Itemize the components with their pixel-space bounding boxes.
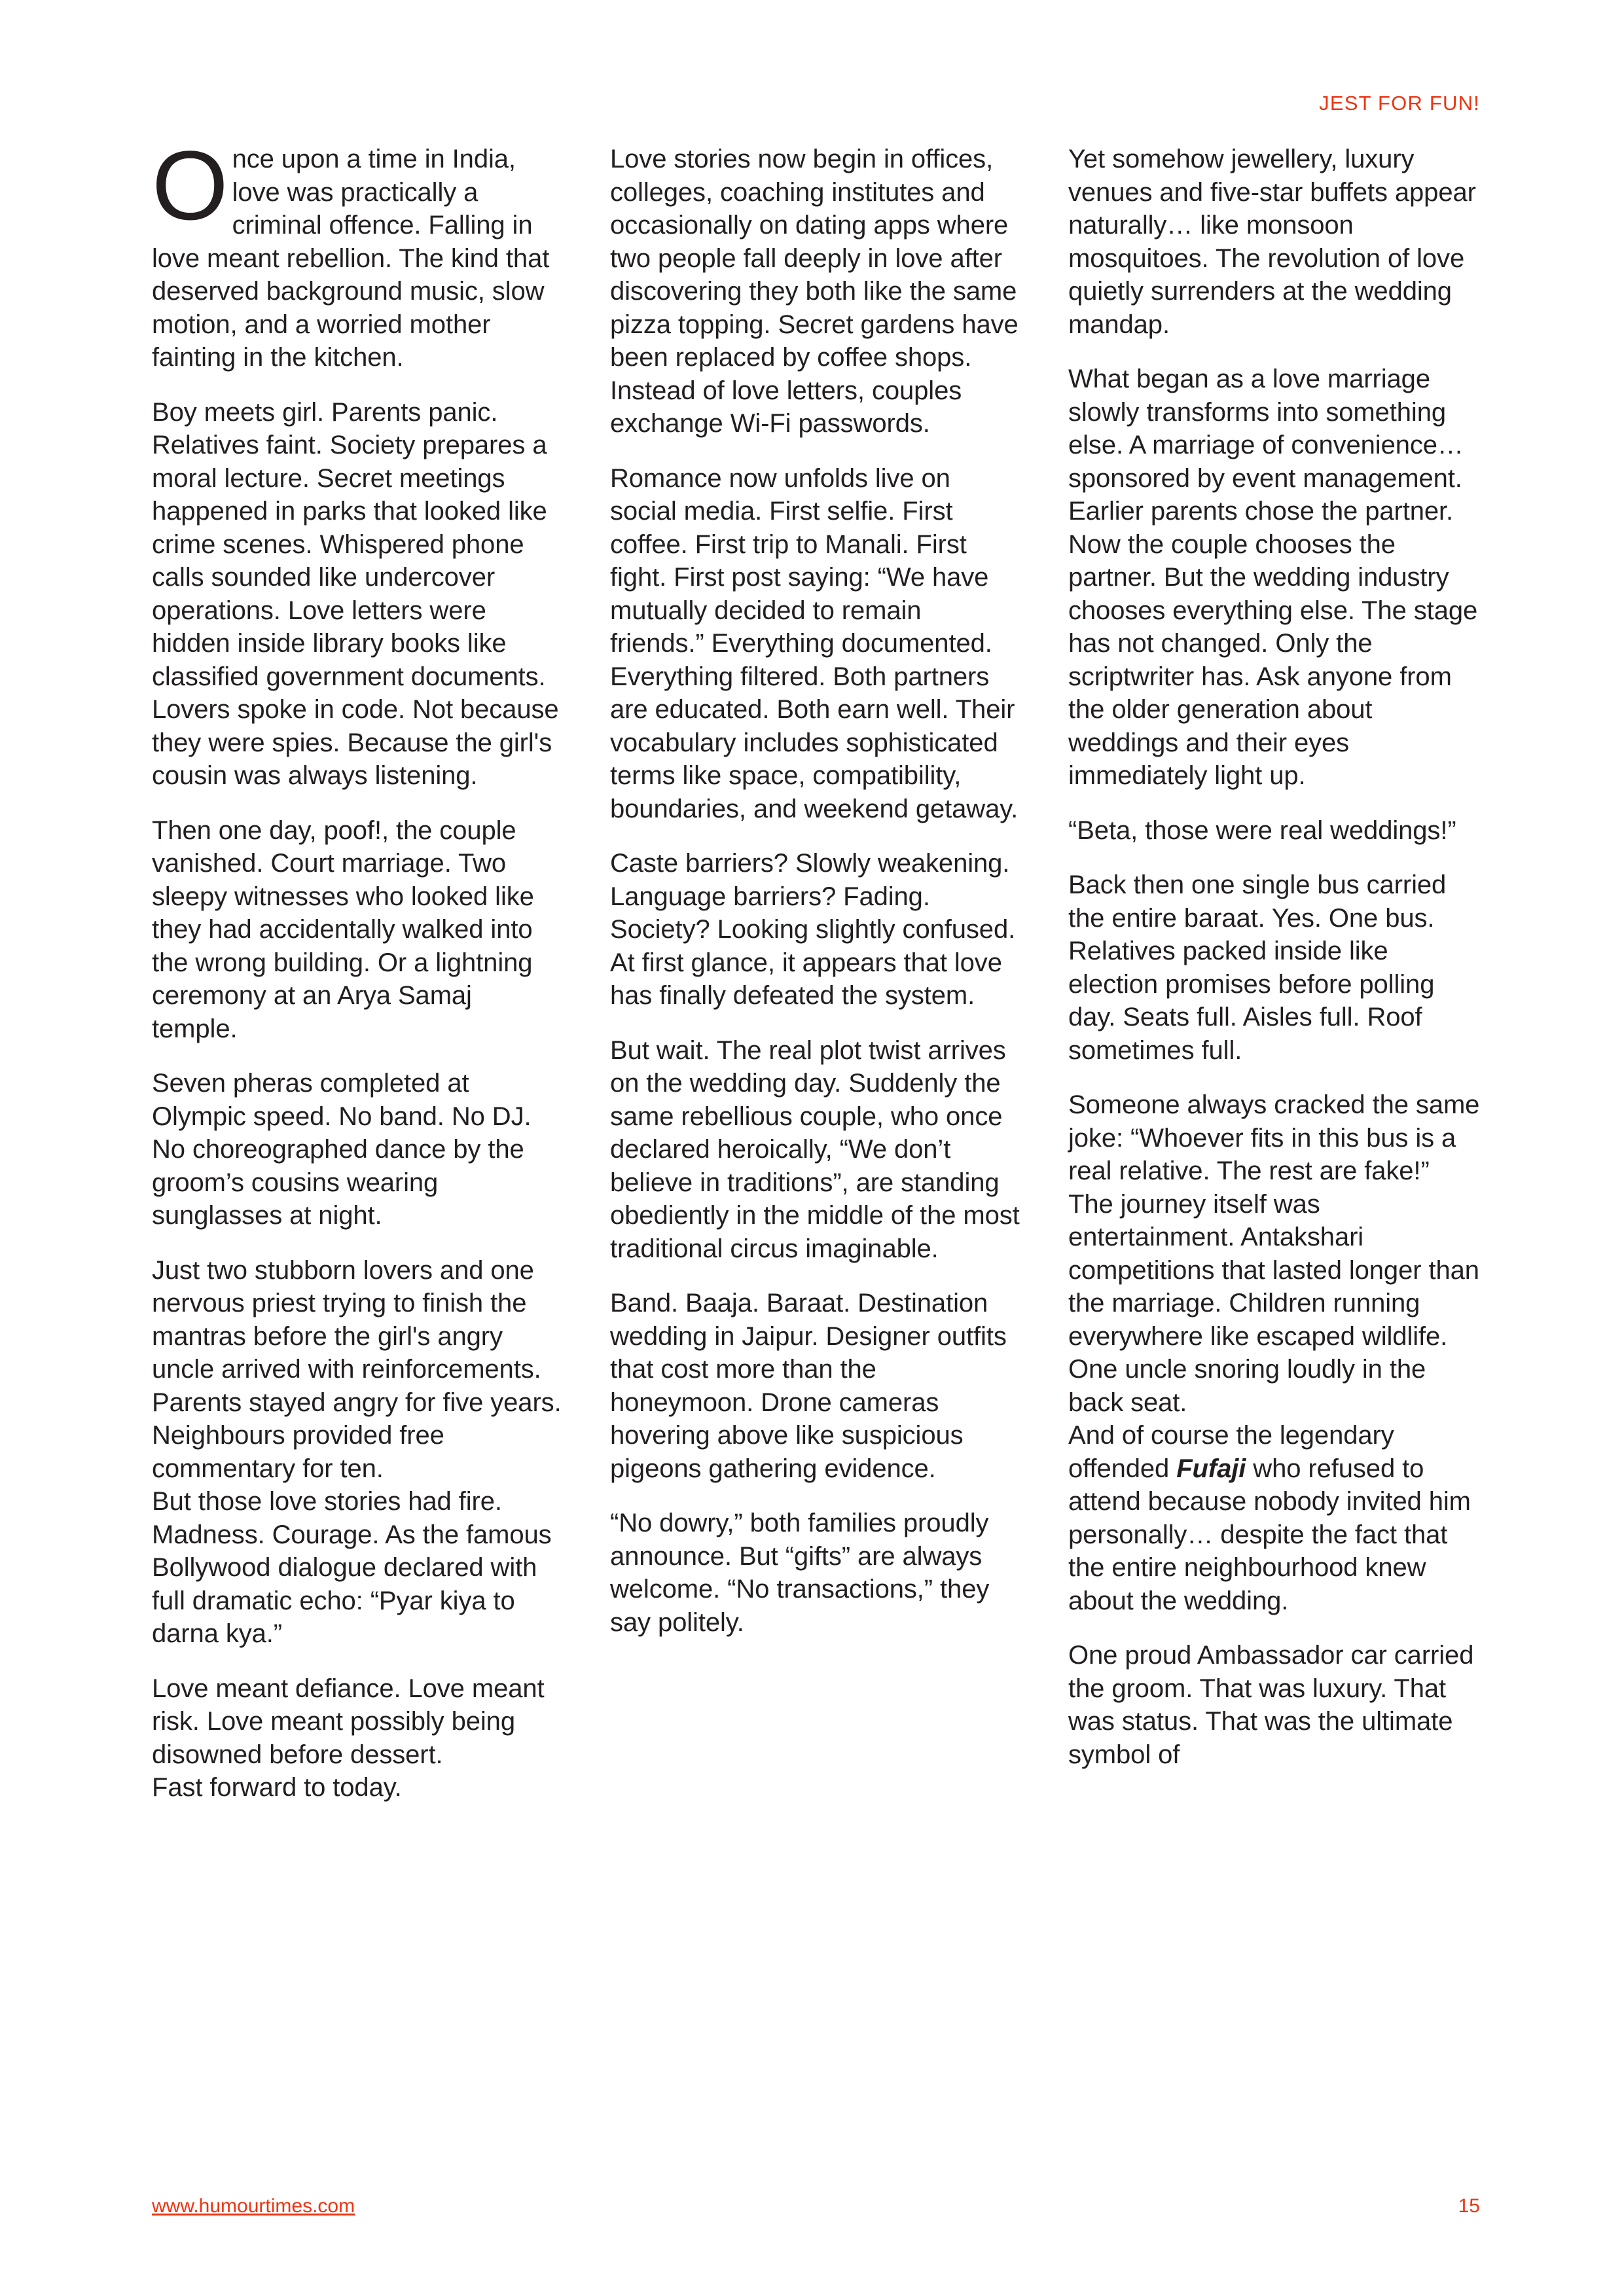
paragraph: “No dowry,” both families proudly announce. But “gifts” are always welcome. “No transactions,” they say politely. — [610, 1509, 990, 1637]
paragraph-with-dropcap — [152, 130, 564, 374]
paragraph: Love meant defiance. Love meant risk. Love meant possibly being disowned before dessert. Fast forward to today. — [152, 1674, 545, 1802]
paragraph-text-after: who refused to attend because nobody invited him personally… despite the fact that the entire neighbourhood knew about the wedding. — [1068, 1454, 1471, 1615]
article-columns — [152, 130, 1481, 1804]
paragraph: One proud Ambassador car carried the groom. That was luxury. That was status. That was the ultimate symbol of — [1068, 1641, 1474, 1769]
page-number: 15 — [1458, 2195, 1480, 2217]
dropcap-letter: O — [152, 130, 228, 240]
article-column-1 — [152, 130, 564, 1804]
paragraph-text: nce upon a time in India, love was practically a criminal offence. Falling in love meant rebellion. The kind that deserved background music, slow motion, and a worried mother fainting in the kitchen. — [152, 145, 550, 372]
page-footer — [152, 2195, 1480, 2217]
emphasized-term: Fufaji — [1176, 1454, 1246, 1483]
paragraph: Back then one single bus carried the entire baraat. Yes. One bus. Relatives packed inside like election promises before polling day. Seats full. Aisles full. Roof sometimes full. — [1068, 870, 1447, 1065]
website-link[interactable]: www.humourtimes.com — [152, 2195, 355, 2217]
paragraph-quote: “Beta, those were real weddings!” — [1068, 816, 1456, 845]
paragraph: Then one day, poof!, the couple vanished. Court marriage. Two sleepy witnesses who looked like they had accidentally walked into the wrong building. Or a lightning ceremony at an Arya Samaj temple. — [152, 816, 534, 1043]
paragraph: But wait. The real plot twist arrives on the wedding day. Suddenly the same rebellious couple, who once declared heroically, “We don’t believe in traditions”, are standing obediently in the middle of the most traditional circus imaginable. — [610, 1035, 1020, 1263]
paragraph: Yet somehow jewellery, luxury venues and five-star buffets appear naturally… like monsoon mosquitoes. The revolution of love quietly surrenders at the wedding mandap. — [1068, 145, 1476, 339]
paragraph: What began as a love marriage slowly transforms into something else. A marriage of convenience… sponsored by event management. Earlier parents chose the partner. Now the couple chooses the partner. But the wedding industry chooses everything else. The stage has not changed. Only the scriptwriter has. Ask anyone from the older generation about weddings and their eyes immediately light up. — [1068, 365, 1478, 790]
section-kicker: JEST FOR FUN! — [1319, 92, 1480, 115]
article-column-2 — [610, 143, 1022, 1804]
paragraph-with-emphasis — [1068, 1088, 1481, 1617]
paragraph: Romance now unfolds live on social media. First selfie. First coffee. First trip to Manali. First fight. First post saying: “We have mutually decided to remain friends.” Everything documented. Everything filtered. Both partners are educated. Both earn well. Their vocabulary includes sophisticated terms like space, compatibility, boundaries, and weekend getaway. — [610, 463, 1019, 823]
paragraph: Love stories now begin in offices, colleges, coaching institutes and occasionally on dating apps where two people fall deeply in love after discovering they both like the same pizza topping. Secret gardens have been replaced by coffee shops. Instead of love letters, couples exchange Wi-Fi passwords. — [610, 145, 1019, 438]
paragraph: Seven pheras completed at Olympic speed. No band. No DJ. No choreographed dance by the groom’s cousins wearing sunglasses at night. — [152, 1069, 532, 1230]
paragraph: Boy meets girl. Parents panic. Relatives faint. Society prepares a moral lecture. Secret meetings happened in parks that looked like crime scenes. Whispered phone calls sounded like undercover operations. Love letters were hidden inside library books like classified government documents. Lovers spoke in code. Not because they were spies. Because the girl's cousin was always listening. — [152, 397, 559, 790]
paragraph: Caste barriers? Slowly weakening. Language barriers? Fading. Society? Looking slightly confused. At first glance, it appears that love has finally defeated the system. — [610, 849, 1016, 1010]
paragraph: Just two stubborn lovers and one nervous priest trying to finish the mantras before the girl's angry uncle arrived with reinforcements. Parents stayed angry for five years. Neighbours provided free commentary for ten. But those love stories had fire. Madness. Courage. As the famous Bollywood dialogue declared with full dramatic echo: “Pyar kiya to darna kya.” — [152, 1255, 562, 1648]
article-column-3 — [1068, 143, 1481, 1804]
paragraph-text-before: Someone always cracked the same joke: “Whoever fits in this bus is a real relative. The rest are fake!” The journey itself was entertainment. Antakshari competitions that lasted longer than the marriage. Children running everywhere like escaped wildlife. One uncle snoring loudly in the back seat. And of course the legendary offended — [1068, 1090, 1480, 1483]
paragraph: Band. Baaja. Baraat. Destination wedding in Jaipur. Designer outfits that cost more than the honeymoon. Drone cameras hovering above like suspicious pigeons gathering evidence. — [610, 1289, 1007, 1483]
page-header — [1319, 92, 1480, 115]
